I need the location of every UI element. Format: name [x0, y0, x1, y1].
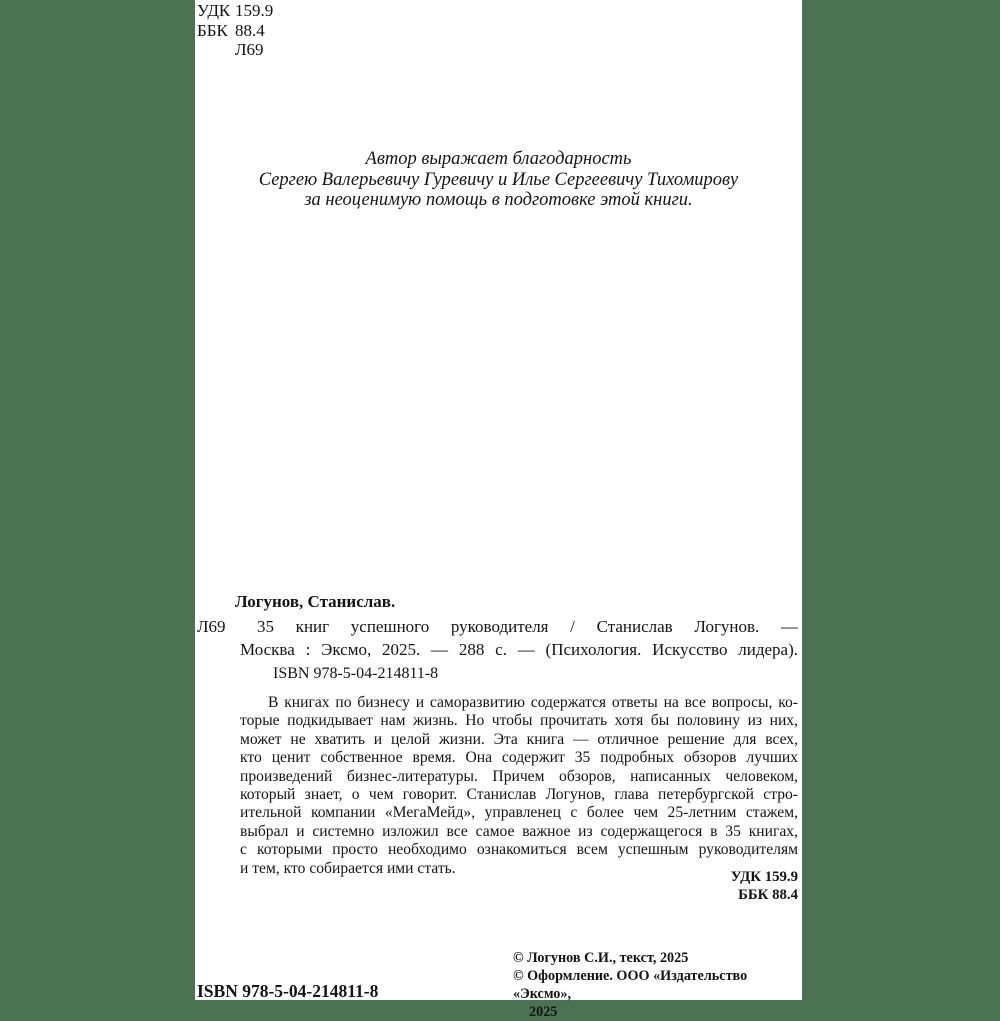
isbn-footer: ISBN 978-5-04-214811-8	[197, 981, 379, 1001]
catalog-card-imprint-line: Москва : Эксмо, 2025. — 288 с. — (Психология. Искусство лидера).	[240, 640, 798, 659]
annotation-paragraph	[240, 694, 798, 878]
dedication-line: Автор выражает благодарность	[365, 149, 632, 169]
annotation-line: с которыми просто необходимо ознакомиться всем успешным руководителям	[240, 841, 798, 859]
annotation-line: В книгах по бизнесу и саморазвитию содержатся ответы на все вопросы, ко-	[268, 694, 798, 711]
author-sign-row	[197, 40, 273, 60]
dedication-line: Сергею Валерьевичу Гуревичу и Илье Сергеевичу Тихомирову	[258, 169, 739, 190]
top-catalog-codes	[197, 1, 273, 60]
dedication-line: за неоценимую помощь в подготовке этой книги.	[304, 190, 693, 211]
annotation-line: выбрал и системно изложил все самое важное из содержащегося в 35 книгах,	[240, 822, 798, 840]
copyright-design-year: 2025	[529, 1004, 558, 1020]
udc-row	[197, 1, 273, 21]
bbk-label: ББК	[197, 20, 228, 40]
annotation-line: торые подкидывает нам жизнь. Но чтобы прочитать хотя бы половину из них,	[240, 712, 798, 730]
annotation-line: может не хватить и целой жизни. Эта книга — отличное решение для всех,	[240, 730, 798, 748]
annotation-line: который знает, о чем говорит. Станислав Логунов, глава петербургской стро-	[240, 786, 798, 804]
bottom-catalog-codes	[731, 868, 798, 904]
catalog-card-author: Логунов, Станислав.	[235, 592, 396, 611]
dedication-block	[195, 149, 802, 211]
annotation-line: кто ценит собственное время. Она содержит 35 подробных обзоров лучших	[240, 749, 798, 767]
bbk-value: 88.4	[235, 20, 265, 40]
catalog-card-isbn: ISBN 978-5-04-214811-8	[273, 665, 439, 682]
copyright-text-line: © Логунов С.И., текст, 2025	[513, 950, 689, 966]
copyright-design-line: © Оформление. ООО «Издательство «Эксмо»,	[513, 968, 748, 1002]
catalog-card-title-line: 35 книг успешного руководителя / Станислав Логунов. —	[257, 617, 798, 636]
copyright-block	[513, 949, 802, 1021]
bbk-row	[197, 21, 273, 41]
udc-label: УДК	[197, 1, 231, 20]
book-page	[195, 0, 802, 1020]
annotation-line: произведений бизнес-литературы. Причем обзоров, написанных человеком,	[240, 767, 798, 785]
catalog-card-author-sign: Л69	[197, 617, 226, 636]
annotation-line: и тем, кто собирается ими стать.	[240, 859, 456, 877]
udc-value: 159.9	[235, 1, 274, 20]
bbk-bottom: ББК 88.4	[738, 887, 798, 903]
annotation-line: ительной компании «МегаМейд», управленец с более чем 25-летним стажем,	[240, 804, 798, 822]
author-sign-top: Л69	[235, 40, 264, 59]
udc-bottom: УДК 159.9	[730, 869, 798, 885]
